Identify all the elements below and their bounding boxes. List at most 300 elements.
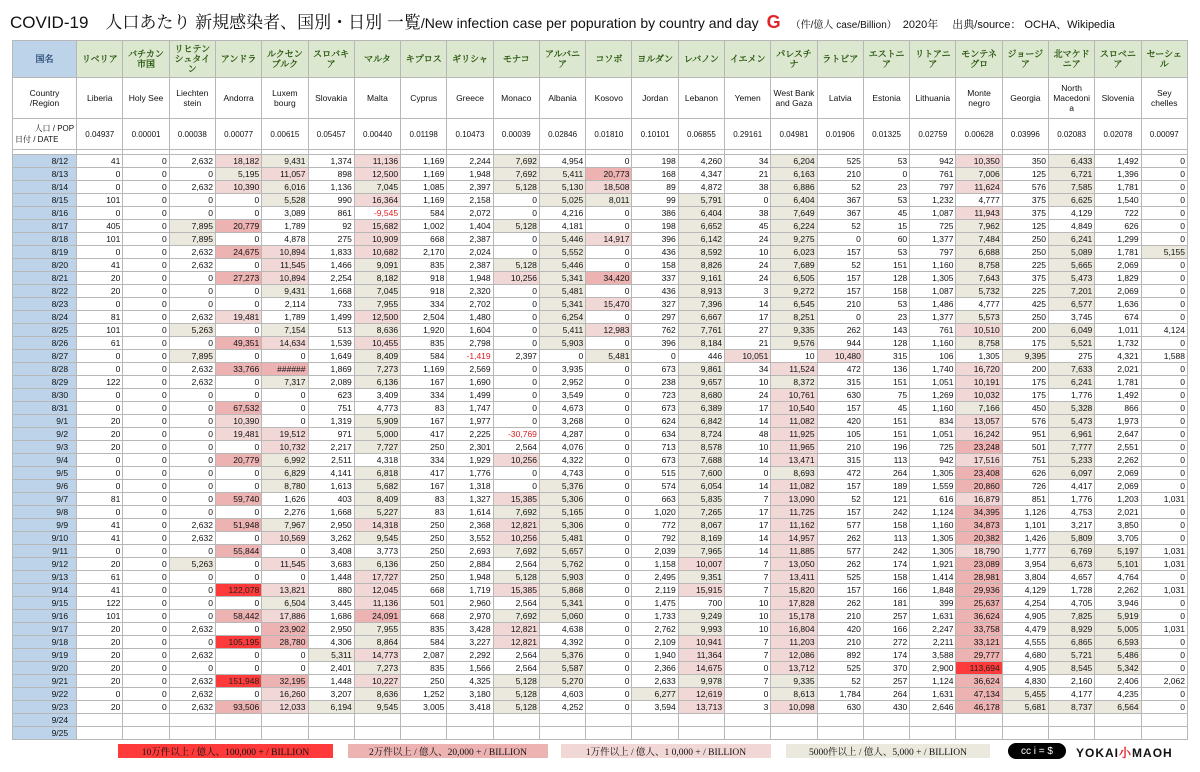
value-cell: 0 <box>123 155 169 168</box>
value-cell: 4,252 <box>539 701 585 714</box>
value-cell: 577 <box>817 519 863 532</box>
value-cell <box>771 714 817 727</box>
value-cell: 2,647 <box>1095 428 1141 441</box>
value-cell: 2,262 <box>1095 454 1141 467</box>
value-cell: 7,201 <box>1049 285 1095 298</box>
value-cell: 375 <box>1002 194 1048 207</box>
value-cell: 726 <box>1002 480 1048 493</box>
country-name-en: Yemen <box>725 78 771 119</box>
value-cell: 4,673 <box>539 402 585 415</box>
value-cell: 2,211 <box>910 636 956 649</box>
value-cell: 7,633 <box>1049 363 1095 376</box>
value-cell: 4,177 <box>1049 688 1095 701</box>
value-cell: 0 <box>123 207 169 220</box>
value-cell: 10,390 <box>215 181 261 194</box>
value-cell: 6,016 <box>262 181 308 194</box>
value-cell: 584 <box>401 350 447 363</box>
value-cell: 0 <box>586 519 632 532</box>
value-cell: 0 <box>1141 311 1187 324</box>
value-cell: 46,178 <box>956 701 1002 714</box>
value-cell: 11,136 <box>354 597 400 610</box>
value-cell: 210 <box>817 298 863 311</box>
value-cell: 1,252 <box>401 688 447 701</box>
value-cell <box>1002 714 1048 727</box>
value-cell: 13,050 <box>771 558 817 571</box>
value-cell: 2,798 <box>447 337 493 350</box>
value-cell: 2,244 <box>447 155 493 168</box>
value-cell: 13,713 <box>678 701 724 714</box>
value-cell: 14 <box>725 415 771 428</box>
data-table <box>12 40 1188 740</box>
country-name-en: Slovenia <box>1095 78 1141 119</box>
value-cell: 835 <box>401 259 447 272</box>
value-cell: 0 <box>123 311 169 324</box>
value-cell: 99 <box>632 194 678 207</box>
country-population: 0.00039 <box>493 119 539 150</box>
value-cell: 0 <box>215 324 261 337</box>
value-cell: 157 <box>817 246 863 259</box>
value-cell: 3,217 <box>1049 519 1095 532</box>
value-cell: 11,136 <box>354 155 400 168</box>
value-cell: 19,512 <box>262 428 308 441</box>
value-cell: 10,455 <box>354 337 400 350</box>
value-cell: 315 <box>817 376 863 389</box>
value-cell: 122 <box>77 597 123 610</box>
country-population: 0.00628 <box>956 119 1002 150</box>
country-name-jp: レバノン <box>678 41 724 78</box>
value-cell: 21 <box>725 168 771 181</box>
value-cell: 250 <box>1002 233 1048 246</box>
value-cell: 4,849 <box>1049 220 1095 233</box>
value-cell: 158 <box>863 285 909 298</box>
value-cell: 0 <box>1141 298 1187 311</box>
value-cell: 262 <box>817 597 863 610</box>
table-row <box>13 701 1188 714</box>
value-cell: 1,776 <box>1049 493 1095 506</box>
value-cell: 1,539 <box>308 337 354 350</box>
value-cell: 4,260 <box>678 155 724 168</box>
value-cell: 1,448 <box>308 571 354 584</box>
table-row <box>13 272 1188 285</box>
value-cell: 0 <box>123 428 169 441</box>
value-cell: 181 <box>863 597 909 610</box>
row-date: 9/15 <box>13 597 77 610</box>
table-row <box>13 675 1188 688</box>
value-cell: 10,480 <box>817 350 863 363</box>
row-date: 8/13 <box>13 168 77 181</box>
value-cell: 151 <box>863 415 909 428</box>
table-row <box>13 415 1188 428</box>
value-cell: 13,057 <box>956 415 1002 428</box>
value-cell: 0 <box>169 441 215 454</box>
country-population: 0.01906 <box>817 119 863 150</box>
value-cell: 5,306 <box>539 519 585 532</box>
value-cell: 5,005 <box>1095 623 1141 636</box>
value-cell: 0 <box>1141 207 1187 220</box>
value-cell: 2,301 <box>447 441 493 454</box>
value-cell: 8,409 <box>354 350 400 363</box>
value-cell: 733 <box>308 298 354 311</box>
value-cell: 13,821 <box>262 584 308 597</box>
value-cell: 83 <box>401 493 447 506</box>
value-cell: 4,603 <box>539 688 585 701</box>
value-cell: 10,909 <box>354 233 400 246</box>
value-cell: 436 <box>632 285 678 298</box>
value-cell: 673 <box>632 402 678 415</box>
value-cell: 14 <box>725 545 771 558</box>
value-cell: 20 <box>77 623 123 636</box>
value-cell: 1,136 <box>308 181 354 194</box>
country-name-en: Malta <box>354 78 400 119</box>
title-english: New infection case per popuration by country and day <box>424 15 759 31</box>
value-cell: 5,665 <box>1049 259 1095 272</box>
value-cell: 3,409 <box>354 389 400 402</box>
value-cell: 4,954 <box>539 155 585 168</box>
value-cell: 45 <box>863 402 909 415</box>
value-cell: 89 <box>632 181 678 194</box>
value-cell: 6,829 <box>262 467 308 480</box>
value-cell: 3,588 <box>910 649 956 662</box>
value-cell: 7,692 <box>493 506 539 519</box>
value-cell: 0 <box>169 662 215 675</box>
value-cell: 83 <box>401 402 447 415</box>
value-cell: 113,694 <box>956 662 1002 675</box>
table-row <box>13 181 1188 194</box>
value-cell: 0 <box>1141 168 1187 181</box>
value-cell: 2,062 <box>1141 675 1187 688</box>
value-cell: 1,031 <box>1141 623 1187 636</box>
value-cell: 9,335 <box>771 675 817 688</box>
cc-license-icon: cc i = $ <box>1021 745 1053 757</box>
row-date: 8/15 <box>13 194 77 207</box>
value-cell: 14,318 <box>354 519 400 532</box>
logo-text-c: MAOH <box>1132 746 1173 760</box>
value-cell: 250 <box>1002 246 1048 259</box>
value-cell: 835 <box>401 662 447 675</box>
row-date: 8/22 <box>13 285 77 298</box>
value-cell: 15,385 <box>493 584 539 597</box>
value-cell: 10,350 <box>956 155 1002 168</box>
value-cell: 1,374 <box>308 155 354 168</box>
value-cell: 5,682 <box>354 480 400 493</box>
value-cell: 11,162 <box>771 519 817 532</box>
value-cell: 5,128 <box>493 688 539 701</box>
country-population: 0.04981 <box>771 119 817 150</box>
value-cell: 5,263 <box>169 324 215 337</box>
value-cell: 34 <box>725 155 771 168</box>
value-cell: 6,961 <box>1049 428 1095 441</box>
value-cell: 420 <box>817 623 863 636</box>
table-row <box>13 376 1188 389</box>
value-cell: 14,773 <box>354 649 400 662</box>
value-cell: 2,551 <box>1095 441 1141 454</box>
value-cell: 1,626 <box>262 493 308 506</box>
value-cell: 7,955 <box>354 298 400 311</box>
value-cell: 472 <box>817 467 863 480</box>
value-cell: 0 <box>123 558 169 571</box>
table-row <box>13 532 1188 545</box>
value-cell: 4,872 <box>678 181 724 194</box>
value-cell: 334 <box>401 298 447 311</box>
value-cell: 1,087 <box>910 285 956 298</box>
value-cell: 9,576 <box>771 337 817 350</box>
value-cell: 4,479 <box>1002 623 1048 636</box>
country-name-jp: キプロス <box>401 41 447 78</box>
value-cell: 0 <box>1141 636 1187 649</box>
value-cell: 2,950 <box>308 623 354 636</box>
value-cell: 0 <box>586 571 632 584</box>
value-cell: 20,382 <box>956 532 1002 545</box>
value-cell: 34,420 <box>586 272 632 285</box>
value-cell: 0 <box>1141 688 1187 701</box>
value-cell: 24 <box>725 233 771 246</box>
value-cell: 674 <box>1095 311 1141 324</box>
value-cell: 4,905 <box>1002 610 1048 623</box>
value-cell <box>77 714 123 727</box>
value-cell: 24 <box>725 259 771 272</box>
value-cell: 0 <box>1141 415 1187 428</box>
legend-100k: 10万件以上 / 億人、100,000 + / BILLION <box>118 744 333 758</box>
country-name-en: Jordan <box>632 78 678 119</box>
value-cell: 501 <box>401 597 447 610</box>
value-cell: 5,376 <box>539 649 585 662</box>
value-cell: 1,740 <box>910 363 956 376</box>
value-cell: 0 <box>215 532 261 545</box>
legend-20k: 2万件以上 / 億人、20,000 + / BILLION <box>348 744 548 758</box>
value-cell: 3,005 <box>401 701 447 714</box>
logo-text-a: YOKAI <box>1076 746 1120 760</box>
row-date: 9/24 <box>13 714 77 727</box>
value-cell: 11,624 <box>956 181 1002 194</box>
value-cell: 0 <box>586 207 632 220</box>
value-cell: 1,087 <box>910 207 956 220</box>
value-cell <box>632 714 678 727</box>
value-cell: 4,830 <box>1002 675 1048 688</box>
value-cell: 0 <box>1141 610 1187 623</box>
value-cell: 17 <box>725 402 771 415</box>
value-cell: 18,790 <box>956 545 1002 558</box>
value-cell: 2,632 <box>169 259 215 272</box>
value-cell: 12,619 <box>678 688 724 701</box>
value-cell: 151 <box>863 376 909 389</box>
value-cell: 20,773 <box>586 168 632 181</box>
row-date: 9/11 <box>13 545 77 558</box>
value-cell: 1,604 <box>447 324 493 337</box>
value-cell: 700 <box>678 597 724 610</box>
country-name-en: Kosovo <box>586 78 632 119</box>
value-cell: 0 <box>123 285 169 298</box>
country-population: 0.03996 <box>1002 119 1048 150</box>
value-cell: 0 <box>215 597 261 610</box>
value-cell: 5,657 <box>539 545 585 558</box>
value-cell: 2,406 <box>1095 675 1141 688</box>
value-cell: 0 <box>123 610 169 623</box>
value-cell: 576 <box>1002 181 1048 194</box>
value-cell <box>262 714 308 727</box>
value-cell: 0 <box>215 571 261 584</box>
value-cell: 951 <box>1002 428 1048 441</box>
value-cell <box>632 727 678 740</box>
value-cell: 11,364 <box>678 649 724 662</box>
value-cell: 1,636 <box>1095 298 1141 311</box>
value-cell: 0 <box>586 220 632 233</box>
value-cell: 10,256 <box>493 532 539 545</box>
value-cell: 0 <box>169 584 215 597</box>
value-cell: 0 <box>1141 285 1187 298</box>
value-cell: 525 <box>817 662 863 675</box>
value-cell: 990 <box>308 194 354 207</box>
row-date: 9/12 <box>13 558 77 571</box>
value-cell: 6,136 <box>354 376 400 389</box>
value-cell: 0 <box>262 389 308 402</box>
value-cell: 1,160 <box>910 519 956 532</box>
value-cell: 1,085 <box>401 181 447 194</box>
value-cell: 762 <box>632 324 678 337</box>
value-cell: 16,804 <box>771 623 817 636</box>
value-cell: 3,683 <box>308 558 354 571</box>
value-cell: 0 <box>123 194 169 207</box>
value-cell: 2,884 <box>447 558 493 571</box>
value-cell: 723 <box>632 389 678 402</box>
row-date: 8/18 <box>13 233 77 246</box>
value-cell: 1,475 <box>632 597 678 610</box>
value-cell: 501 <box>1002 441 1048 454</box>
value-cell: 1,929 <box>447 454 493 467</box>
value-cell: 7,484 <box>956 233 1002 246</box>
value-cell: 1,126 <box>1002 506 1048 519</box>
value-cell: 0 <box>1141 480 1187 493</box>
value-cell: 1,948 <box>447 168 493 181</box>
table-row <box>13 506 1188 519</box>
value-cell: 1,789 <box>262 220 308 233</box>
value-cell: 7,154 <box>262 324 308 337</box>
value-cell: 16,879 <box>956 493 1002 506</box>
value-cell: 0 <box>1141 402 1187 415</box>
country-name-en: Cyprus <box>401 78 447 119</box>
value-cell: 1,305 <box>910 467 956 480</box>
value-cell <box>586 714 632 727</box>
value-cell: 2,397 <box>493 350 539 363</box>
row-date: 9/20 <box>13 662 77 675</box>
value-cell: 2,564 <box>493 662 539 675</box>
value-cell: 0 <box>1141 571 1187 584</box>
value-cell: 624 <box>632 415 678 428</box>
value-cell: 10,098 <box>771 701 817 714</box>
value-cell <box>678 714 724 727</box>
value-cell: 5,528 <box>262 194 308 207</box>
value-cell: 1,649 <box>308 350 354 363</box>
value-cell: 136 <box>863 363 909 376</box>
value-cell: 337 <box>632 272 678 285</box>
value-cell: 515 <box>632 467 678 480</box>
value-cell: 834 <box>910 415 956 428</box>
logo-text-b: 小 <box>1119 746 1133 760</box>
country-name-jp: リヒテンシュタイン <box>169 41 215 78</box>
table-row <box>13 298 1188 311</box>
value-cell: 9,335 <box>771 324 817 337</box>
value-cell: 0 <box>1141 181 1187 194</box>
value-cell: 196 <box>863 441 909 454</box>
value-cell: 24,091 <box>354 610 400 623</box>
value-cell: 0 <box>493 363 539 376</box>
value-cell: 225 <box>1002 259 1048 272</box>
value-cell: 8,184 <box>678 337 724 350</box>
country-name-en: Latvia <box>817 78 863 119</box>
value-cell: 0 <box>215 376 261 389</box>
value-cell: 27 <box>725 324 771 337</box>
value-cell: 122 <box>77 376 123 389</box>
value-cell: 1,631 <box>910 610 956 623</box>
value-cell: 8,578 <box>678 441 724 454</box>
value-cell: 2,021 <box>1095 363 1141 376</box>
value-cell: 238 <box>632 376 678 389</box>
value-cell: 0 <box>1141 597 1187 610</box>
value-cell: 250 <box>401 558 447 571</box>
value-cell: 7,689 <box>771 259 817 272</box>
value-cell: 10,761 <box>771 389 817 402</box>
table-row <box>13 311 1188 324</box>
value-cell: 15,470 <box>586 298 632 311</box>
value-cell: 0 <box>493 194 539 207</box>
table-row <box>13 623 1188 636</box>
value-cell: 20,860 <box>956 480 1002 493</box>
value-cell: 0 <box>169 454 215 467</box>
value-cell: 1,203 <box>1095 493 1141 506</box>
value-cell: 4,777 <box>956 194 1002 207</box>
value-cell: 0 <box>77 389 123 402</box>
value-cell: 48 <box>725 428 771 441</box>
value-cell: 14,634 <box>262 337 308 350</box>
value-cell: 0 <box>586 701 632 714</box>
value-cell: 971 <box>308 428 354 441</box>
value-cell: 751 <box>1002 454 1048 467</box>
value-cell: 36,624 <box>956 610 1002 623</box>
value-cell: 125 <box>1002 168 1048 181</box>
value-cell <box>401 714 447 727</box>
value-cell: 6,097 <box>1049 467 1095 480</box>
value-cell: 1,614 <box>447 506 493 519</box>
row-date: 8/19 <box>13 246 77 259</box>
value-cell: 2,387 <box>447 233 493 246</box>
country-name-en: Albania <box>539 78 585 119</box>
value-cell: 0 <box>123 415 169 428</box>
row-date: 9/18 <box>13 636 77 649</box>
value-cell: 0 <box>586 285 632 298</box>
value-cell: 0 <box>1141 337 1187 350</box>
value-cell <box>1049 727 1095 740</box>
value-cell: 52 <box>817 259 863 272</box>
value-cell: 105 <box>817 428 863 441</box>
value-cell: 24,675 <box>215 246 261 259</box>
value-cell: 0 <box>1141 376 1187 389</box>
value-cell: 425 <box>1002 298 1048 311</box>
value-cell: 7 <box>725 675 771 688</box>
value-cell: 6,433 <box>1049 155 1095 168</box>
value-cell: 0 <box>586 649 632 662</box>
value-cell: 6,241 <box>1049 376 1095 389</box>
value-cell: 1,747 <box>447 402 493 415</box>
table-row <box>13 155 1188 168</box>
value-cell: 7,045 <box>354 285 400 298</box>
value-cell: 0 <box>123 220 169 233</box>
value-cell: 5,791 <box>678 194 724 207</box>
row-date: 9/1 <box>13 415 77 428</box>
value-cell: 751 <box>308 402 354 415</box>
value-cell: 7,967 <box>262 519 308 532</box>
value-cell: 9,657 <box>678 376 724 389</box>
value-cell: 0 <box>1141 506 1187 519</box>
value-cell: 11,057 <box>262 168 308 181</box>
